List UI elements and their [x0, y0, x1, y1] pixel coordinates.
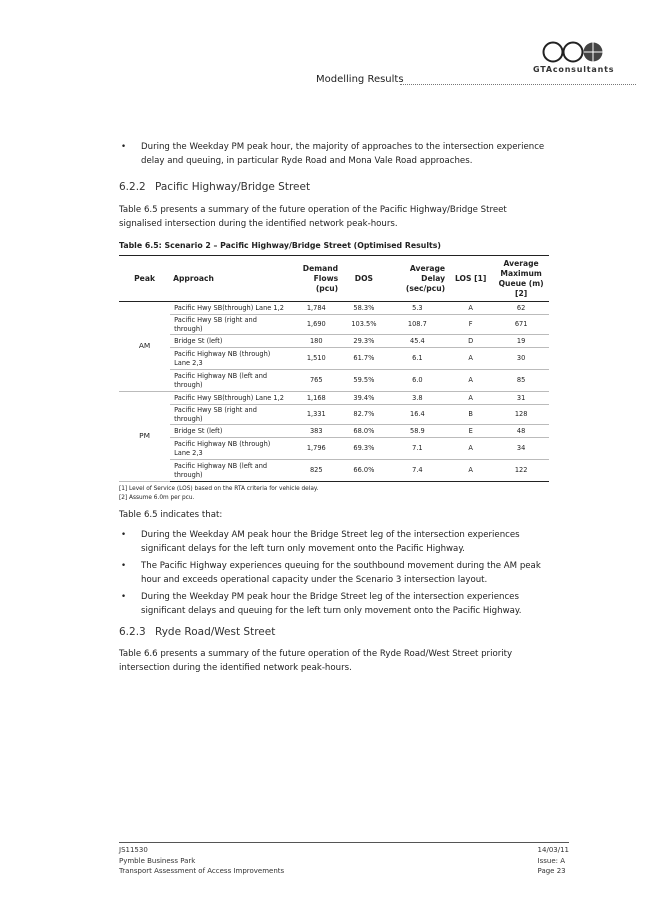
- column-header: Peak: [119, 256, 170, 302]
- bullet-text: During the Weekday PM peak hour the Bridge Street leg of the intersection experiences significant delays and queuing for the left turn only movement onto the Pacific Highway.: [141, 592, 522, 616]
- queue-cell: 31: [493, 392, 549, 405]
- footer-meta: [538, 845, 569, 877]
- delay-cell: 7.1: [387, 438, 448, 460]
- table-row: [119, 335, 549, 348]
- bullet-icon: •: [121, 561, 127, 571]
- queue-cell: 62: [493, 302, 549, 315]
- column-header: DOS: [341, 256, 387, 302]
- column-header: Approach: [170, 256, 291, 302]
- column-header: Average Maximum Queue (m) [2]: [493, 256, 549, 302]
- bullet-icon: •: [121, 142, 127, 152]
- section-title: Pacific Highway/Bridge Street: [155, 181, 311, 193]
- delay-cell: 7.4: [387, 460, 448, 482]
- approach-cell: Pacific Hwy SB(through) Lane 1,2: [170, 302, 291, 315]
- results-table: [119, 255, 549, 482]
- list-item: [119, 140, 549, 168]
- delay-cell: 108.7: [387, 315, 448, 335]
- flow-cell: 1,510: [291, 348, 341, 370]
- findings-bullet-list: [119, 528, 549, 618]
- section-number: 6.2.2: [119, 181, 146, 193]
- queue-cell: 128: [493, 405, 549, 425]
- section-number: 6.2.3: [119, 626, 146, 638]
- delay-cell: 5.3: [387, 302, 448, 315]
- approach-cell: Pacific Hwy SB(through) Lane 1,2: [170, 392, 291, 405]
- section-heading-622: [119, 181, 549, 193]
- footer-date: 14/03/11: [537, 846, 569, 854]
- flow-cell: 1,690: [291, 315, 341, 335]
- table-row: [119, 370, 549, 392]
- column-header: LOS [1]: [448, 256, 493, 302]
- table-footnote-2: [2] Assume 6.0m per pcu.: [119, 494, 195, 501]
- los-cell: A: [448, 392, 493, 405]
- delay-cell: 6.0: [387, 370, 448, 392]
- flow-cell: 1,796: [291, 438, 341, 460]
- footer-job-number: JS11530: [119, 846, 148, 854]
- intro-bullet-list: [119, 140, 549, 168]
- table-row: [119, 315, 549, 335]
- dos-cell: 61.7%: [341, 348, 387, 370]
- dos-cell: 69.3%: [341, 438, 387, 460]
- table-footnote-1: [1] Level of Service (LOS) based on the RTA criteria for vehicle delay.: [119, 486, 319, 492]
- gta-logo-icon: [542, 40, 604, 64]
- flow-cell: 383: [291, 425, 341, 438]
- table-row: [119, 425, 549, 438]
- queue-cell: 122: [493, 460, 549, 482]
- queue-cell: 19: [493, 335, 549, 348]
- list-item: [119, 559, 549, 587]
- flow-cell: 180: [291, 335, 341, 348]
- delay-cell: 16.4: [387, 405, 448, 425]
- dos-cell: 39.4%: [341, 392, 387, 405]
- list-item: [119, 590, 549, 618]
- column-header: Average Delay (sec/pcu): [387, 256, 448, 302]
- queue-cell: 34: [493, 438, 549, 460]
- table-row: [119, 460, 549, 482]
- footer-issue: Issue: A: [537, 856, 566, 865]
- los-cell: E: [448, 425, 493, 438]
- am-rows: [119, 302, 549, 392]
- section-intro-paragraph: Table 6.6 presents a summary of the future operation of the Ryde Road/West Street priority intersection during the identified network peak-hours.: [119, 649, 513, 673]
- flow-cell: 825: [291, 460, 341, 482]
- pm-rows: [119, 392, 549, 482]
- footer-project-name: Pymble Business Park: [119, 856, 196, 865]
- section-intro-paragraph: Table 6.5 presents a summary of the future operation of the Pacific Highway/Bridge Street signalised intersection during the identified network peak-hours.: [119, 205, 507, 229]
- running-header: Modelling Results: [316, 74, 404, 85]
- dos-cell: 103.5%: [341, 315, 387, 335]
- peak-label-am: AM: [119, 302, 170, 392]
- column-header: Demand Flows (pcu): [291, 256, 341, 302]
- footer-document-title: Transport Assessment of Access Improvements: [119, 867, 285, 875]
- table-header-row: [119, 256, 549, 302]
- table-row: [119, 405, 549, 425]
- dos-cell: 68.0%: [341, 425, 387, 438]
- dos-cell: 66.0%: [341, 460, 387, 482]
- dos-cell: 59.5%: [341, 370, 387, 392]
- los-cell: A: [448, 438, 493, 460]
- bullet-icon: •: [121, 530, 127, 540]
- los-cell: A: [448, 302, 493, 315]
- los-cell: A: [448, 348, 493, 370]
- dos-cell: 58.3%: [341, 302, 387, 315]
- header-divider: [400, 84, 636, 85]
- list-item: [119, 528, 549, 556]
- delay-cell: 6.1: [387, 348, 448, 370]
- approach-cell: Pacific Highway NB (left and through): [170, 370, 291, 392]
- queue-cell: 671: [493, 315, 549, 335]
- queue-cell: 85: [493, 370, 549, 392]
- delay-cell: 45.4: [387, 335, 448, 348]
- table-row: [119, 302, 549, 315]
- los-cell: A: [448, 370, 493, 392]
- flow-cell: 1,784: [291, 302, 341, 315]
- table-row: [119, 348, 549, 370]
- table-row: [119, 438, 549, 460]
- table-caption: Table 6.5: Scenario 2 – Pacific Highway/Bridge Street (Optimised Results): [119, 241, 441, 250]
- dos-cell: 29.3%: [341, 335, 387, 348]
- approach-cell: Pacific Highway NB (through) Lane 2,3: [170, 438, 291, 460]
- approach-cell: Pacific Hwy SB (right and through): [170, 315, 291, 335]
- approach-cell: Pacific Hwy SB (right and through): [170, 405, 291, 425]
- queue-cell: 48: [493, 425, 549, 438]
- approach-cell: Bridge St (left): [170, 425, 291, 438]
- dos-cell: 82.7%: [341, 405, 387, 425]
- section-heading-623: [119, 626, 549, 638]
- peak-label-pm: PM: [119, 392, 170, 482]
- company-logo: [533, 40, 613, 74]
- los-cell: D: [448, 335, 493, 348]
- los-cell: B: [448, 405, 493, 425]
- flow-cell: 1,331: [291, 405, 341, 425]
- flow-cell: 1,168: [291, 392, 341, 405]
- approach-cell: Pacific Highway NB (through) Lane 2,3: [170, 348, 291, 370]
- page-footer: [119, 842, 569, 877]
- brand-name: GTAconsultants: [533, 65, 615, 74]
- bullet-text: The Pacific Highway experiences queuing for the southbound movement during the AM peak hour and exceeds operational capacity under the Scenario 3 intersection layout.: [141, 561, 541, 585]
- flow-cell: 765: [291, 370, 341, 392]
- delay-cell: 3.8: [387, 392, 448, 405]
- table-row: [119, 392, 549, 405]
- los-cell: F: [448, 315, 493, 335]
- approach-cell: Bridge St (left): [170, 335, 291, 348]
- los-cell: A: [448, 460, 493, 482]
- approach-cell: Pacific Highway NB (left and through): [170, 460, 291, 482]
- table-summary-lead: Table 6.5 indicates that:: [119, 510, 223, 520]
- bullet-icon: •: [121, 592, 127, 602]
- bullet-text: During the Weekday PM peak hour, the majority of approaches to the intersection experience delay and queuing, in particular Ryde Road and Mona Vale Road approaches.: [141, 142, 545, 166]
- footer-page-number: Page 23: [537, 867, 566, 875]
- section-title: Ryde Road/West Street: [155, 626, 276, 638]
- bullet-text: During the Weekday AM peak hour the Bridge Street leg of the intersection experiences significant delays for the left turn only movement onto the Pacific Highway.: [141, 530, 520, 554]
- main-content: [119, 140, 549, 675]
- queue-cell: 30: [493, 348, 549, 370]
- delay-cell: 58.9: [387, 425, 448, 438]
